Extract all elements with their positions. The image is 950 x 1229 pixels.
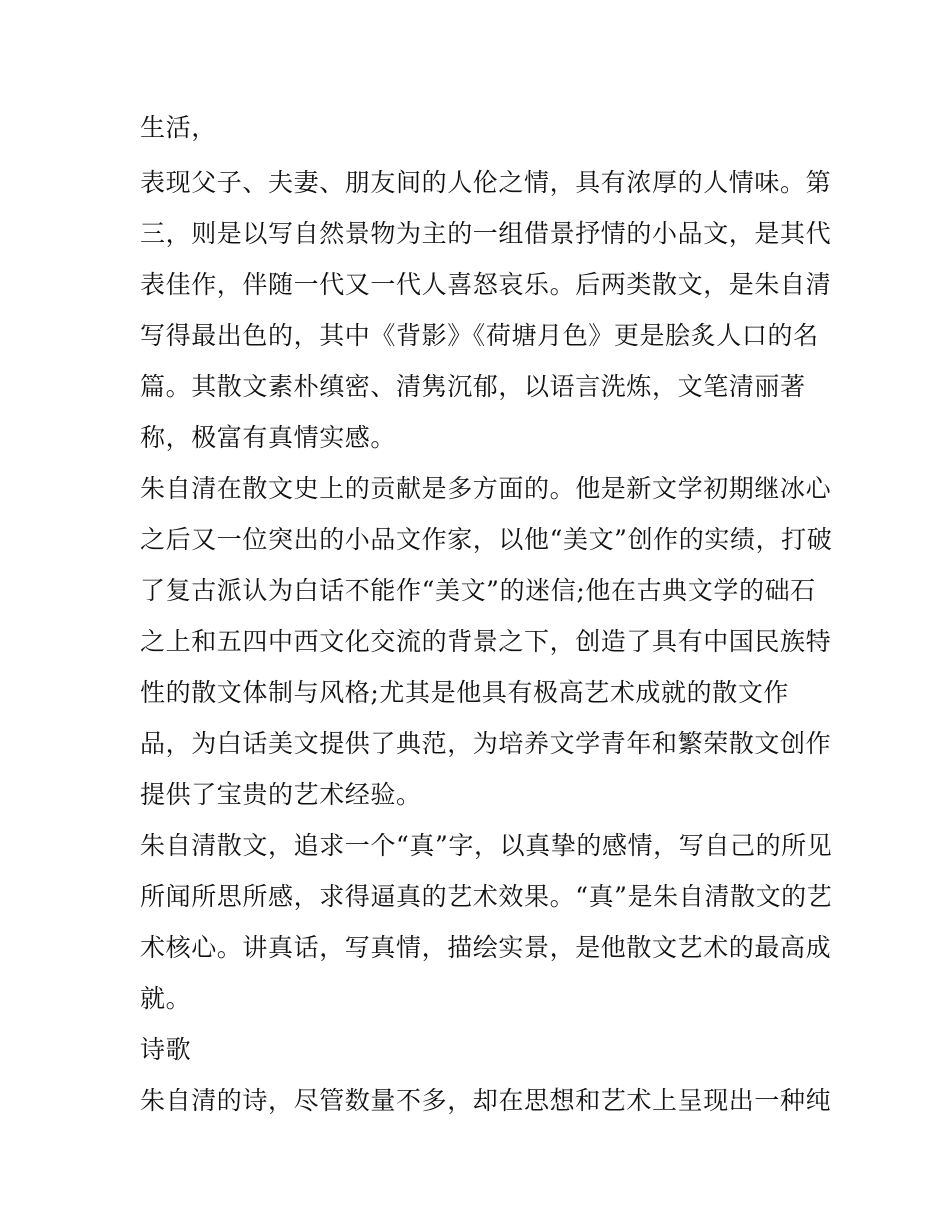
text-line: 朱自清在散文史上的贡献是多方面的。他是新文学初期继冰心 <box>140 474 832 503</box>
text-line: 称，极富有真情实感。 <box>140 423 397 452</box>
text-line: 三，则是以写自然景物为主的一组借景抒情的小品文，是其代 <box>140 219 832 248</box>
text-line: 品，为白话美文提供了典范，为培养文学青年和繁荣散文创作 <box>140 729 832 758</box>
text-line: 了复古派认为白话不能作“美文”的迷信;他在古典文学的础石 <box>140 576 816 605</box>
text-line: 所闻所思所感，求得逼真的艺术效果。“真”是朱自清散文的艺 <box>140 882 833 911</box>
text-line: 提供了宝贵的艺术经验。 <box>140 780 422 809</box>
text-line: 朱自清的诗，尽管数量不多，却在思想和艺术上呈现出一种纯 <box>140 1086 832 1115</box>
text-line: 性的散文体制与风格;尤其是他具有极高艺术成就的散文作 <box>140 678 790 707</box>
text-line: 朱自清散文，追求一个“真”字，以真挚的感情，写自己的所见 <box>140 831 833 860</box>
text-line: 表现父子、夫妻、朋友间的人伦之情，具有浓厚的人情味。第 <box>140 168 832 197</box>
text-line: 篇。其散文素朴缜密、清隽沉郁，以语言洗炼，文笔清丽著 <box>140 372 806 401</box>
text-line: 写得最出色的，其中《背影》《荷塘月色》更是脍炙人口的名 <box>140 321 819 350</box>
section-heading: 诗歌 <box>140 1035 192 1064</box>
text-line: 就。 <box>140 984 192 1013</box>
text-line: 之上和五四中西文化交流的背景之下，创造了具有中国民族特 <box>140 627 832 656</box>
text-line: 表佳作，伴随一代又一代人喜怒哀乐。后两类散文，是朱自清 <box>140 270 832 299</box>
text-line: 术核心。讲真话，写真情，描绘实景，是他散文艺术的最高成 <box>140 933 832 962</box>
text-line: 之后又一位突出的小品文作家，以他“美文”创作的实绩，打破 <box>140 525 833 554</box>
text-line: 生活， <box>140 113 217 142</box>
